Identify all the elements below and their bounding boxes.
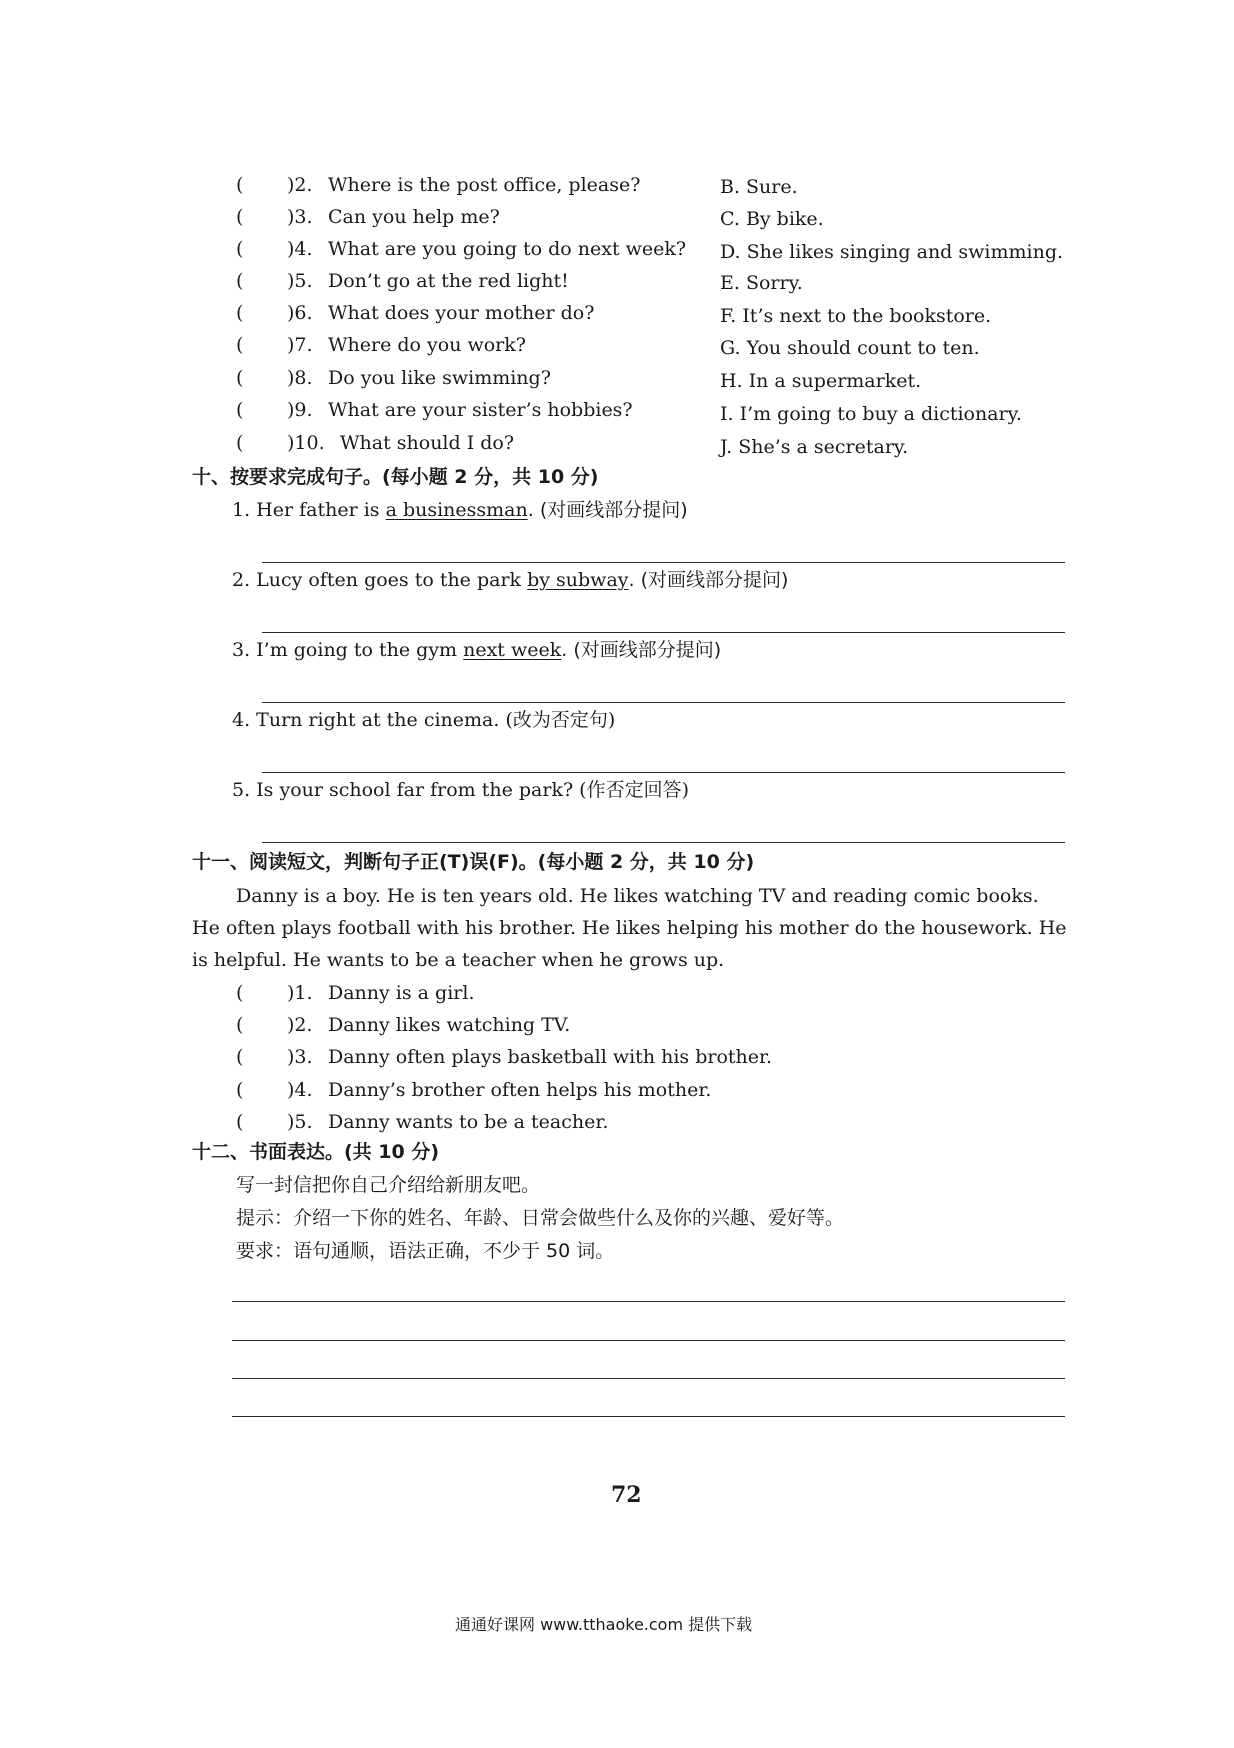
answer-blank-open: ( xyxy=(236,1046,244,1068)
question-number: )9. xyxy=(287,399,313,421)
page-number: 72 xyxy=(611,1482,642,1508)
writing-line[interactable] xyxy=(232,1340,1065,1341)
question-text: What should I do? xyxy=(340,432,515,454)
answer-blank-open: ( xyxy=(236,334,244,356)
reading-passage-line: He often plays football with his brother. He likes helping his mother do the housework. He xyxy=(192,917,1067,939)
question-number: )7. xyxy=(287,334,313,356)
answer-option: D. She likes singing and swimming. xyxy=(720,241,1064,263)
tf-number: )3. xyxy=(287,1046,313,1068)
answer-option: F. It’s next to the bookstore. xyxy=(720,305,992,327)
section-11-heading: 十一、阅读短文，判断句子正(T)误(F)。(每小题 2 分，共 10 分) xyxy=(192,851,755,873)
answer-line[interactable] xyxy=(262,772,1065,773)
question-number: )2. xyxy=(287,174,313,196)
question-number: )4. xyxy=(287,238,313,260)
writing-line[interactable] xyxy=(232,1378,1065,1379)
answer-option: I. I’m going to buy a dictionary. xyxy=(720,403,1022,425)
answer-blank-open: ( xyxy=(236,367,244,389)
answer-blank-open: ( xyxy=(236,982,244,1004)
question-text: Do you like swimming? xyxy=(328,367,551,389)
answer-blank-open: ( xyxy=(236,174,244,196)
rewrite-item-text: 3. I’m going to the gym xyxy=(232,639,464,661)
underlined-part: next week xyxy=(463,639,562,661)
answer-line[interactable] xyxy=(262,632,1065,633)
writing-hint: 提示：介绍一下你的姓名、年龄、日常会做些什么及你的兴趣、爱好等。 xyxy=(236,1207,845,1229)
answer-option: C. By bike. xyxy=(720,208,824,230)
rewrite-item-3 xyxy=(232,638,721,662)
question-text: What are your sister’s hobbies? xyxy=(328,399,633,421)
question-text: Where is the post office, please? xyxy=(328,174,641,196)
rewrite-item-instruction: . (对画线部分提问) xyxy=(628,569,789,591)
writing-requirement: 要求：语句通顺，语法正确，不少于 50 词。 xyxy=(236,1240,615,1262)
answer-blank-open: ( xyxy=(236,238,244,260)
rewrite-item-text: 2. Lucy often goes to the park xyxy=(232,569,528,591)
answer-line[interactable] xyxy=(262,562,1065,563)
writing-task: 写一封信把你自己介绍给新朋友吧。 xyxy=(236,1174,541,1196)
tf-statement: Danny is a girl. xyxy=(328,982,475,1004)
question-number: )3. xyxy=(287,206,313,228)
answer-option: J. She’s a secretary. xyxy=(720,436,909,458)
answer-blank-open: ( xyxy=(236,399,244,421)
rewrite-item-text: 1. Her father is xyxy=(232,499,386,521)
rewrite-item-4 xyxy=(232,708,615,732)
answer-blank-open: ( xyxy=(236,270,244,292)
writing-line[interactable] xyxy=(232,1301,1065,1302)
tf-number: )5. xyxy=(287,1111,313,1133)
question-text: Where do you work? xyxy=(328,334,526,356)
tf-statement: Danny often plays basketball with his brother. xyxy=(328,1046,773,1068)
question-number: )5. xyxy=(287,270,313,292)
section-12-heading: 十二、书面表达。(共 10 分) xyxy=(192,1141,440,1163)
answer-blank-open: ( xyxy=(236,432,244,454)
writing-line[interactable] xyxy=(232,1416,1065,1417)
reading-passage-line: is helpful. He wants to be a teacher when he grows up. xyxy=(192,949,725,971)
answer-blank-open: ( xyxy=(236,302,244,324)
answer-line[interactable] xyxy=(262,842,1065,843)
answer-blank-open: ( xyxy=(236,1014,244,1036)
question-number: )6. xyxy=(287,302,313,324)
tf-statement: Danny likes watching TV. xyxy=(328,1014,571,1036)
question-number: )10. xyxy=(287,432,325,454)
tf-number: )1. xyxy=(287,982,313,1004)
tf-statement: Danny wants to be a teacher. xyxy=(328,1111,609,1133)
answer-option: H. In a supermarket. xyxy=(720,370,922,392)
section-10-heading: 十、按要求完成句子。(每小题 2 分，共 10 分) xyxy=(192,466,599,488)
answer-blank-open: ( xyxy=(236,1111,244,1133)
footer-credit: 通通好课网 www.tthaoke.com 提供下载 xyxy=(455,1615,753,1634)
tf-number: )4. xyxy=(287,1079,313,1101)
question-text: Can you help me? xyxy=(328,206,500,228)
answer-line[interactable] xyxy=(262,702,1065,703)
rewrite-item-text: 5. Is your school far from the park? (作否定回答) xyxy=(232,779,690,801)
underlined-part: a businessman xyxy=(385,499,528,521)
underlined-part: by subway xyxy=(527,569,629,591)
rewrite-item-instruction: . (对画线部分提问) xyxy=(561,639,722,661)
question-text: What are you going to do next week? xyxy=(328,238,687,260)
rewrite-item-1 xyxy=(232,498,688,522)
rewrite-item-5 xyxy=(232,778,689,802)
rewrite-item-text: 4. Turn right at the cinema. (改为否定句) xyxy=(232,709,616,731)
answer-blank-open: ( xyxy=(236,206,244,228)
question-number: )8. xyxy=(287,367,313,389)
answer-option: G. You should count to ten. xyxy=(720,337,980,359)
question-text: What does your mother do? xyxy=(328,302,595,324)
answer-blank-open: ( xyxy=(236,1079,244,1101)
question-text: Don’t go at the red light! xyxy=(328,270,569,292)
answer-option: B. Sure. xyxy=(720,176,798,198)
rewrite-item-instruction: . (对画线部分提问) xyxy=(527,499,688,521)
rewrite-item-2 xyxy=(232,568,788,592)
answer-option: E. Sorry. xyxy=(720,272,803,294)
reading-passage-line: Danny is a boy. He is ten years old. He likes watching TV and reading comic books. xyxy=(236,885,1039,907)
tf-statement: Danny’s brother often helps his mother. xyxy=(328,1079,712,1101)
tf-number: )2. xyxy=(287,1014,313,1036)
